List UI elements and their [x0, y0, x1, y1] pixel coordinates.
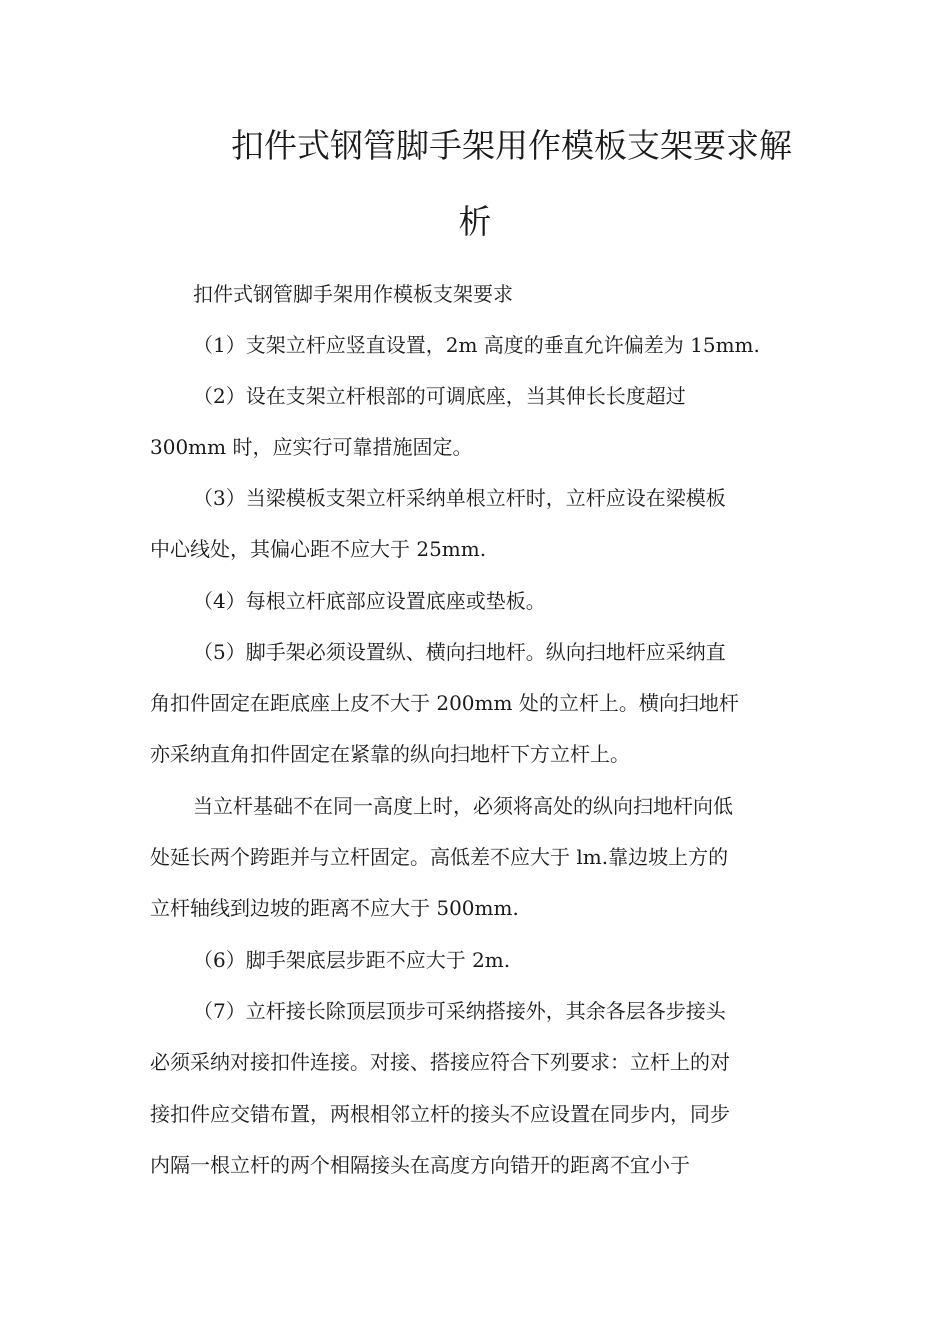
paragraph-line: 扣件式钢管脚手架用作模板支架要求	[193, 282, 513, 306]
paragraph-line: （4）每根立杆底部应设置底座或垫板。	[193, 589, 546, 613]
paragraph-line: 中心线处，其偏心距不应大于 25mm.	[150, 537, 487, 561]
paragraph-line: （6）脚手架底层步距不应大于 2m.	[193, 948, 511, 972]
paragraph-line: （7）立杆接长除顶层顶步可采纳搭接外，其余各层各步接头	[193, 999, 726, 1023]
paragraph-line: 角扣件固定在距底座上皮不大于 200mm 处的立杆上。横向扫地杆	[150, 691, 739, 715]
paragraph-line: （5）脚手架必须设置纵、横向扫地杆。纵向扫地杆应采纳直	[193, 640, 726, 664]
paragraph-line: （2）设在支架立杆根部的可调底座，当其伸长长度超过	[193, 384, 686, 408]
paragraph-line: （1）支架立杆应竖直设置，2m 高度的垂直允许偏差为 15mm.	[193, 333, 760, 357]
paragraph-line: 300mm 时，应实行可靠措施固定。	[150, 435, 473, 459]
paragraph-line: 当立杆基础不在同一高度上时，必须将高处的纵向扫地杆向低	[193, 794, 733, 818]
paragraph-line: 立杆轴线到边坡的距离不应大于 500mm.	[150, 896, 519, 920]
paragraph-line: 内隔一根立杆的两个相隔接头在高度方向错开的距离不宜小于	[150, 1153, 690, 1177]
paragraph-line: 接扣件应交错布置，两根相邻立杆的接头不应设置在同步内，同步	[150, 1102, 730, 1126]
paragraph-line: 必须采纳对接扣件连接。对接、搭接应符合下列要求：立杆上的对	[150, 1050, 730, 1074]
paragraph-line: 亦采纳直角扣件固定在紧靠的纵向扫地杆下方立杆上。	[150, 742, 630, 766]
document-title-line-2: 析	[458, 202, 492, 241]
paragraph-line: （3）当梁模板支架立杆采纳单根立杆时，立杆应设在梁模板	[193, 486, 726, 510]
document-title-line-1: 扣件式钢管脚手架用作模板支架要求解	[231, 126, 792, 165]
paragraph-line: 处延长两个跨距并与立杆固定。高低差不应大于 lm.靠边坡上方的	[150, 845, 729, 869]
